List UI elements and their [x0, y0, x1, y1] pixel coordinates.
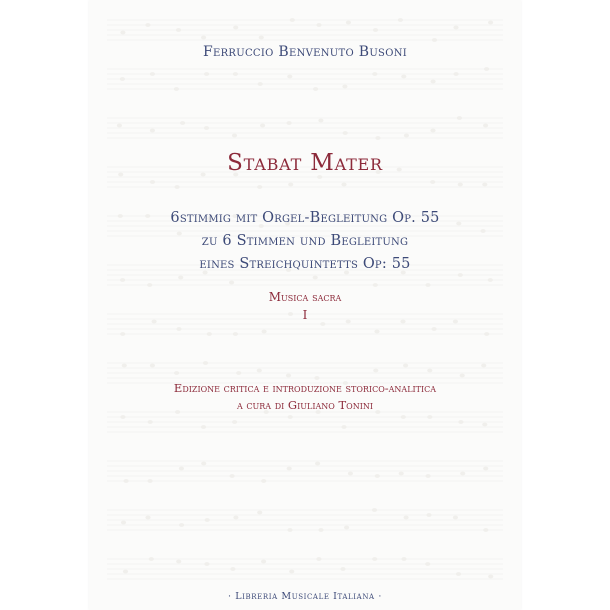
publisher-name: · Libreria Musicale Italiana · [228, 591, 382, 602]
work-title: Stabat Mater [227, 150, 383, 176]
composer-name: Ferruccio Benvenuto Busoni [202, 44, 408, 60]
volume-number: I [302, 308, 308, 322]
subtitle-line-1: 6stimmig mit Orgel-Begleitung Op. 55 [170, 210, 440, 226]
sheet-music-watermark [89, 0, 521, 610]
book-cover [89, 0, 521, 610]
subtitle-line-3: eines Streichquintetts Op: 55 [199, 256, 411, 272]
edition-line-2: a cura di Giuliano Tonini [236, 398, 374, 412]
series-name: Musica sacra [268, 290, 342, 304]
edition-line-1: Edizione critica e introduzione storico-analitica [173, 381, 437, 395]
subtitle-line-2: zu 6 Stimmen und Begleitung [201, 233, 409, 249]
